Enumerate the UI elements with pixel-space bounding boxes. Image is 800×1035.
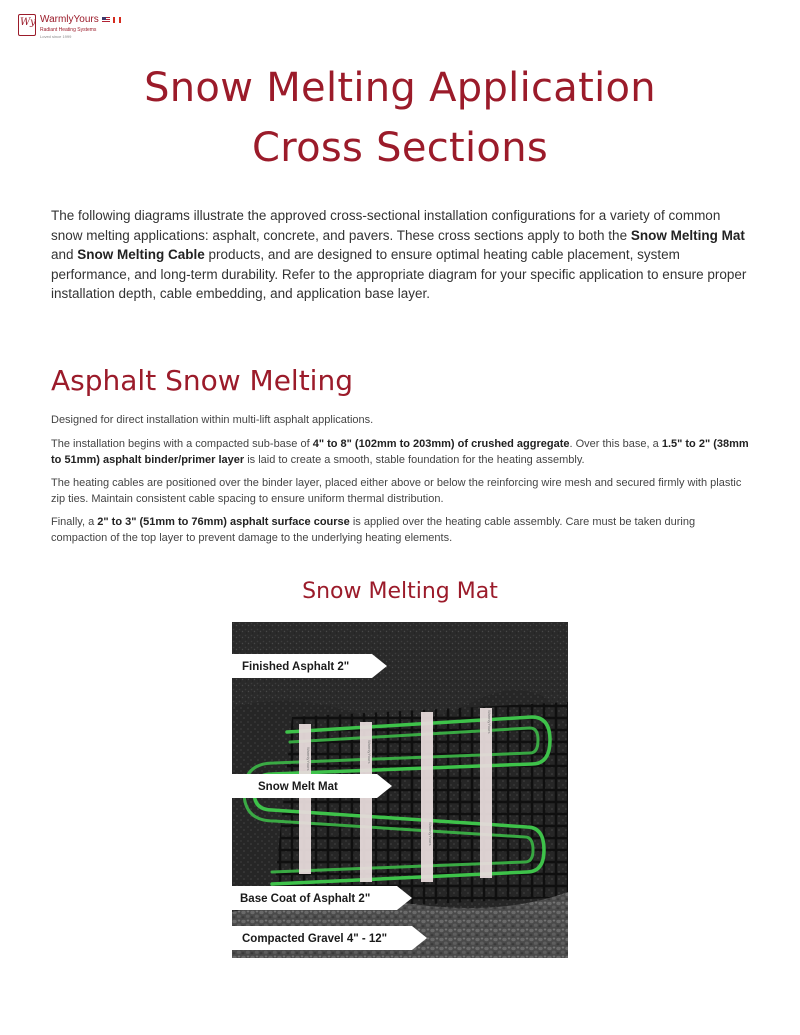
- intro-text-3: products, and are designed to ensure optimal heating cable placement, system performance, and long-term durability. Refer to the appropriate diagram for your specific application to ensure proper installation depth, cable embedding, and application base layer.: [51, 247, 747, 301]
- canada-flag-icon: [113, 17, 121, 23]
- section-paragraph-4: [51, 514, 751, 546]
- mat-strip-3: [421, 712, 433, 882]
- label-snow-melt-mat: [232, 774, 392, 798]
- logo-icon: [18, 14, 36, 36]
- page-title-line-1: Snow Melting Application: [144, 65, 656, 111]
- section-paragraph-2: [51, 436, 751, 468]
- p2-text-a: The installation begins with a compacted sub-base of: [51, 438, 313, 450]
- mat-strip-1: [299, 724, 311, 874]
- strip-label: WarmlyYours: [306, 747, 311, 771]
- strip-label: WarmlyYours: [367, 740, 372, 764]
- intro-text-2: and: [51, 247, 78, 262]
- label-base-asphalt-text: Base Coat of Asphalt 2": [240, 893, 371, 905]
- strip-label: WarmlyYours: [428, 822, 433, 846]
- intro-paragraph: [51, 206, 751, 304]
- snow-melting-mat-term: Snow Melting Mat: [630, 227, 745, 243]
- page-title: [0, 58, 800, 178]
- intro-text-1: The following diagrams illustrate the approved cross-sectional installation configurations for a variety of common snow melting applications: asphalt, concrete, and pavers. These cross sections apply to both the: [51, 208, 721, 243]
- label-compacted-gravel: [232, 926, 427, 950]
- label-compacted-gravel-text: Compacted Gravel 4" - 12": [242, 933, 388, 945]
- logo-monogram: Wy: [20, 17, 36, 28]
- section-title: Asphalt Snow Melting: [51, 364, 353, 397]
- page-title-line-2: Cross Sections: [251, 125, 549, 171]
- logo-since: Loved since 1999: [40, 34, 72, 39]
- p4-text-c: is applied over the heating cable assembly. Care must be taken during compaction of the top layer to prevent damage to the underlying heating elements.: [51, 516, 696, 544]
- mat-strip-4: [480, 708, 492, 878]
- label-finished-asphalt-text: Finished Asphalt 2": [242, 661, 350, 673]
- mat-strip-2: [360, 722, 372, 882]
- label-snow-melt-mat-text: Snow Melt Mat: [258, 781, 338, 793]
- cross-section-diagram: [232, 622, 568, 958]
- p4-bold-surface: 2" to 3" (51mm to 76mm) asphalt surface course: [97, 516, 350, 528]
- logo-tagline: Radiant Heating Systems: [40, 27, 97, 33]
- brand-logo[interactable]: [18, 14, 121, 39]
- p2-bold-binder: 1.5" to 2" (38mm to 51mm) asphalt binder/primer layer: [51, 438, 749, 466]
- label-base-asphalt: [232, 886, 412, 910]
- section-paragraph-1: Designed for direct installation within multi-lift asphalt applications.: [51, 414, 374, 426]
- logo-name: WarmlyYours: [40, 14, 99, 25]
- p2-text-e: is laid to create a smooth, stable foundation for the heating assembly.: [244, 454, 585, 466]
- snow-melting-cable-term: Snow Melting Cable: [77, 247, 205, 262]
- p2-text-c: . Over this base, a: [569, 438, 662, 450]
- p4-text-a: Finally, a: [51, 516, 98, 528]
- figure-title: Snow Melting Mat: [302, 579, 498, 604]
- label-finished-asphalt: [232, 654, 387, 678]
- strip-label: WarmlyYours: [487, 710, 492, 734]
- section-paragraph-3: The heating cables are positioned over the binder layer, placed either above or below the reinforcing wire mesh and secured firmly with plastic zip ties. Maintain consistent cable spacing to ensure uniform thermal distribution.: [51, 477, 742, 505]
- us-flag-icon: [102, 17, 110, 23]
- p2-bold-aggregate: 4" to 8" (102mm to 203mm) of crushed aggregate: [312, 438, 570, 450]
